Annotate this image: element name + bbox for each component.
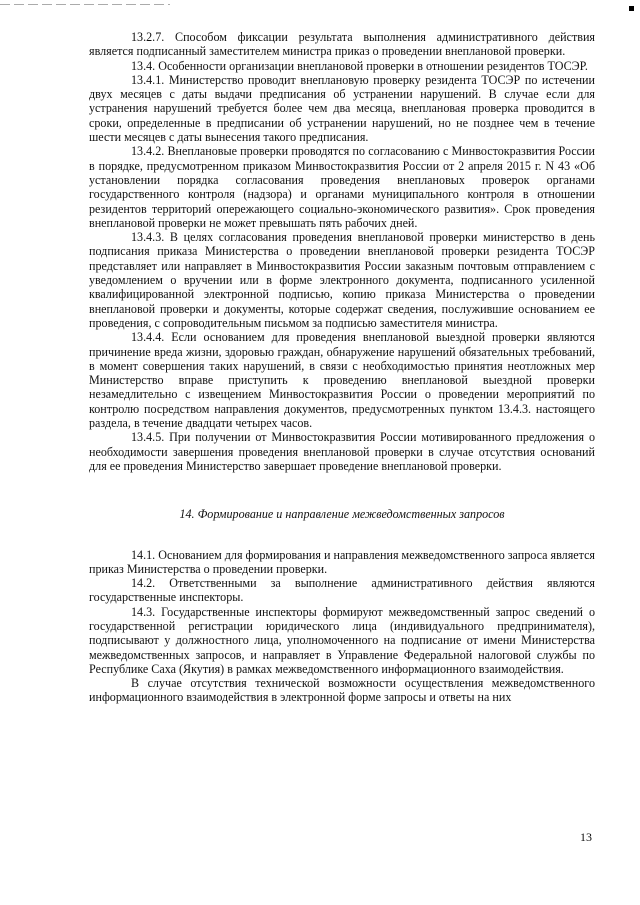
page-number: 13: [580, 830, 592, 844]
paragraph-13-4: 13.4. Особенности организации внеплановой проверки в отношении резидентов ТОСЭР.: [131, 58, 588, 73]
paragraph-13-4-1: 13.4.1. Министерство проводит внеплановую проверку резидента ТОСЭР по истечении двух месяцев с даты выдачи предписания об устранении нарушений. В случае если для устранения нарушений требуется более чем два месяца, внеплановая проверка проводится в сроки, определенные в предписании об устранении нарушений, но не позднее чем в течение шести месяцев с даты вынесения такого предписания.: [89, 72, 595, 145]
paragraph-13-4-5: 13.4.5. При получении от Минвостокразвития России мотивированного предложения о необходимости завершения проведения внеплановой проверки в случае отсутствия оснований для ее проведения Министерство завершает проведение внеплановой проверки.: [89, 430, 595, 473]
paragraph-13-4-3: 13.4.3. В целях согласования проведения внеплановой проверки министерство в день подписания приказа Министерства о проведении внеплановой проверки резидента ТОСЭР представляет или направляет в Минвостокразвития России заказным почтовым отправлением с уведомлением о вручении или в форме электронного документа, подписанного усиленной квалифицированной электронной подписью, копию приказа Министерства о проведении внеплановой проверки и документы, которые содержат сведения, послужившие основанием ее проведения, с сопроводительным письмом за подписью заместителя министра.: [89, 230, 595, 330]
section-gap: [89, 522, 595, 548]
scan-artifact-line: [0, 4, 170, 5]
paragraph-13-4-4: 13.4.4. Если основанием для проведения внеплановой выездной проверки являются причинение вреда жизни, здоровью граждан, обнаружение нарушений обязательных требований, в момент совершения таких нарушений, в связи с необходимостью принятия неотложных мер Министерство вправе приступить к проведению внеплановой выездной проверки незамедлительно с извещением Минвостокразвития России о проведении мероприятий по контролю посредством направления документов, предусмотренных пунктом 13.4.3. настоящего раздела, в течение двадцати четырех часов.: [89, 330, 595, 431]
paragraph-13-4-2: 13.4.2. Внеплановые проверки проводятся по согласованию с Минвостокразвития России в порядке, предусмотренном приказом Минвостокразвития России от 2 апреля 2015 г. N 43 «Об установлении порядка согласования проведения внеплановых проверок органами государственного контроля (надзора) и органами муниципального контроля в отношении резидентов территорий опережающего социально-экономического развития». Срок проведения внеплановой проверки не может превышать пять рабочих дней.: [89, 144, 595, 230]
paragraph-14-2: 14.2. Ответственными за выполнение административного действия являются государственные инспекторы.: [89, 576, 595, 605]
paragraph-14-3: 14.3. Государственные инспекторы формируют межведомственный запрос сведений о государственной регистрации юридического лица (индивидуального предпринимателя), подписывают у должностного лица, уполномоченного на подписание от имени Министерства межведомственных запросов, и направляет в Управление Федеральной налоговой службы по Республике Саха (Якутия) в рамках межведомственного информационного взаимодействия.: [89, 604, 595, 676]
paragraph-14-1: 14.1. Основанием для формирования и направления межведомственного запроса является приказ Министерства о проведении проверки.: [89, 547, 595, 576]
paragraph-14-3-continued: В случае отсутствия технической возможности осуществления межведомственного информационного взаимодействия в электронной форме запросы и ответы на них: [89, 676, 595, 705]
paragraph-13-2-7: 13.2.7. Способом фиксации результата выполнения административного действия является подписанный заместителем министра приказ о проведении внеплановой проверки.: [89, 30, 595, 59]
section-spacer: [89, 473, 595, 507]
document-page: [89, 30, 595, 705]
scan-corner-mark: [629, 6, 634, 11]
section-title: 14. Формирование и направление межведомственных запросов: [179, 507, 505, 522]
